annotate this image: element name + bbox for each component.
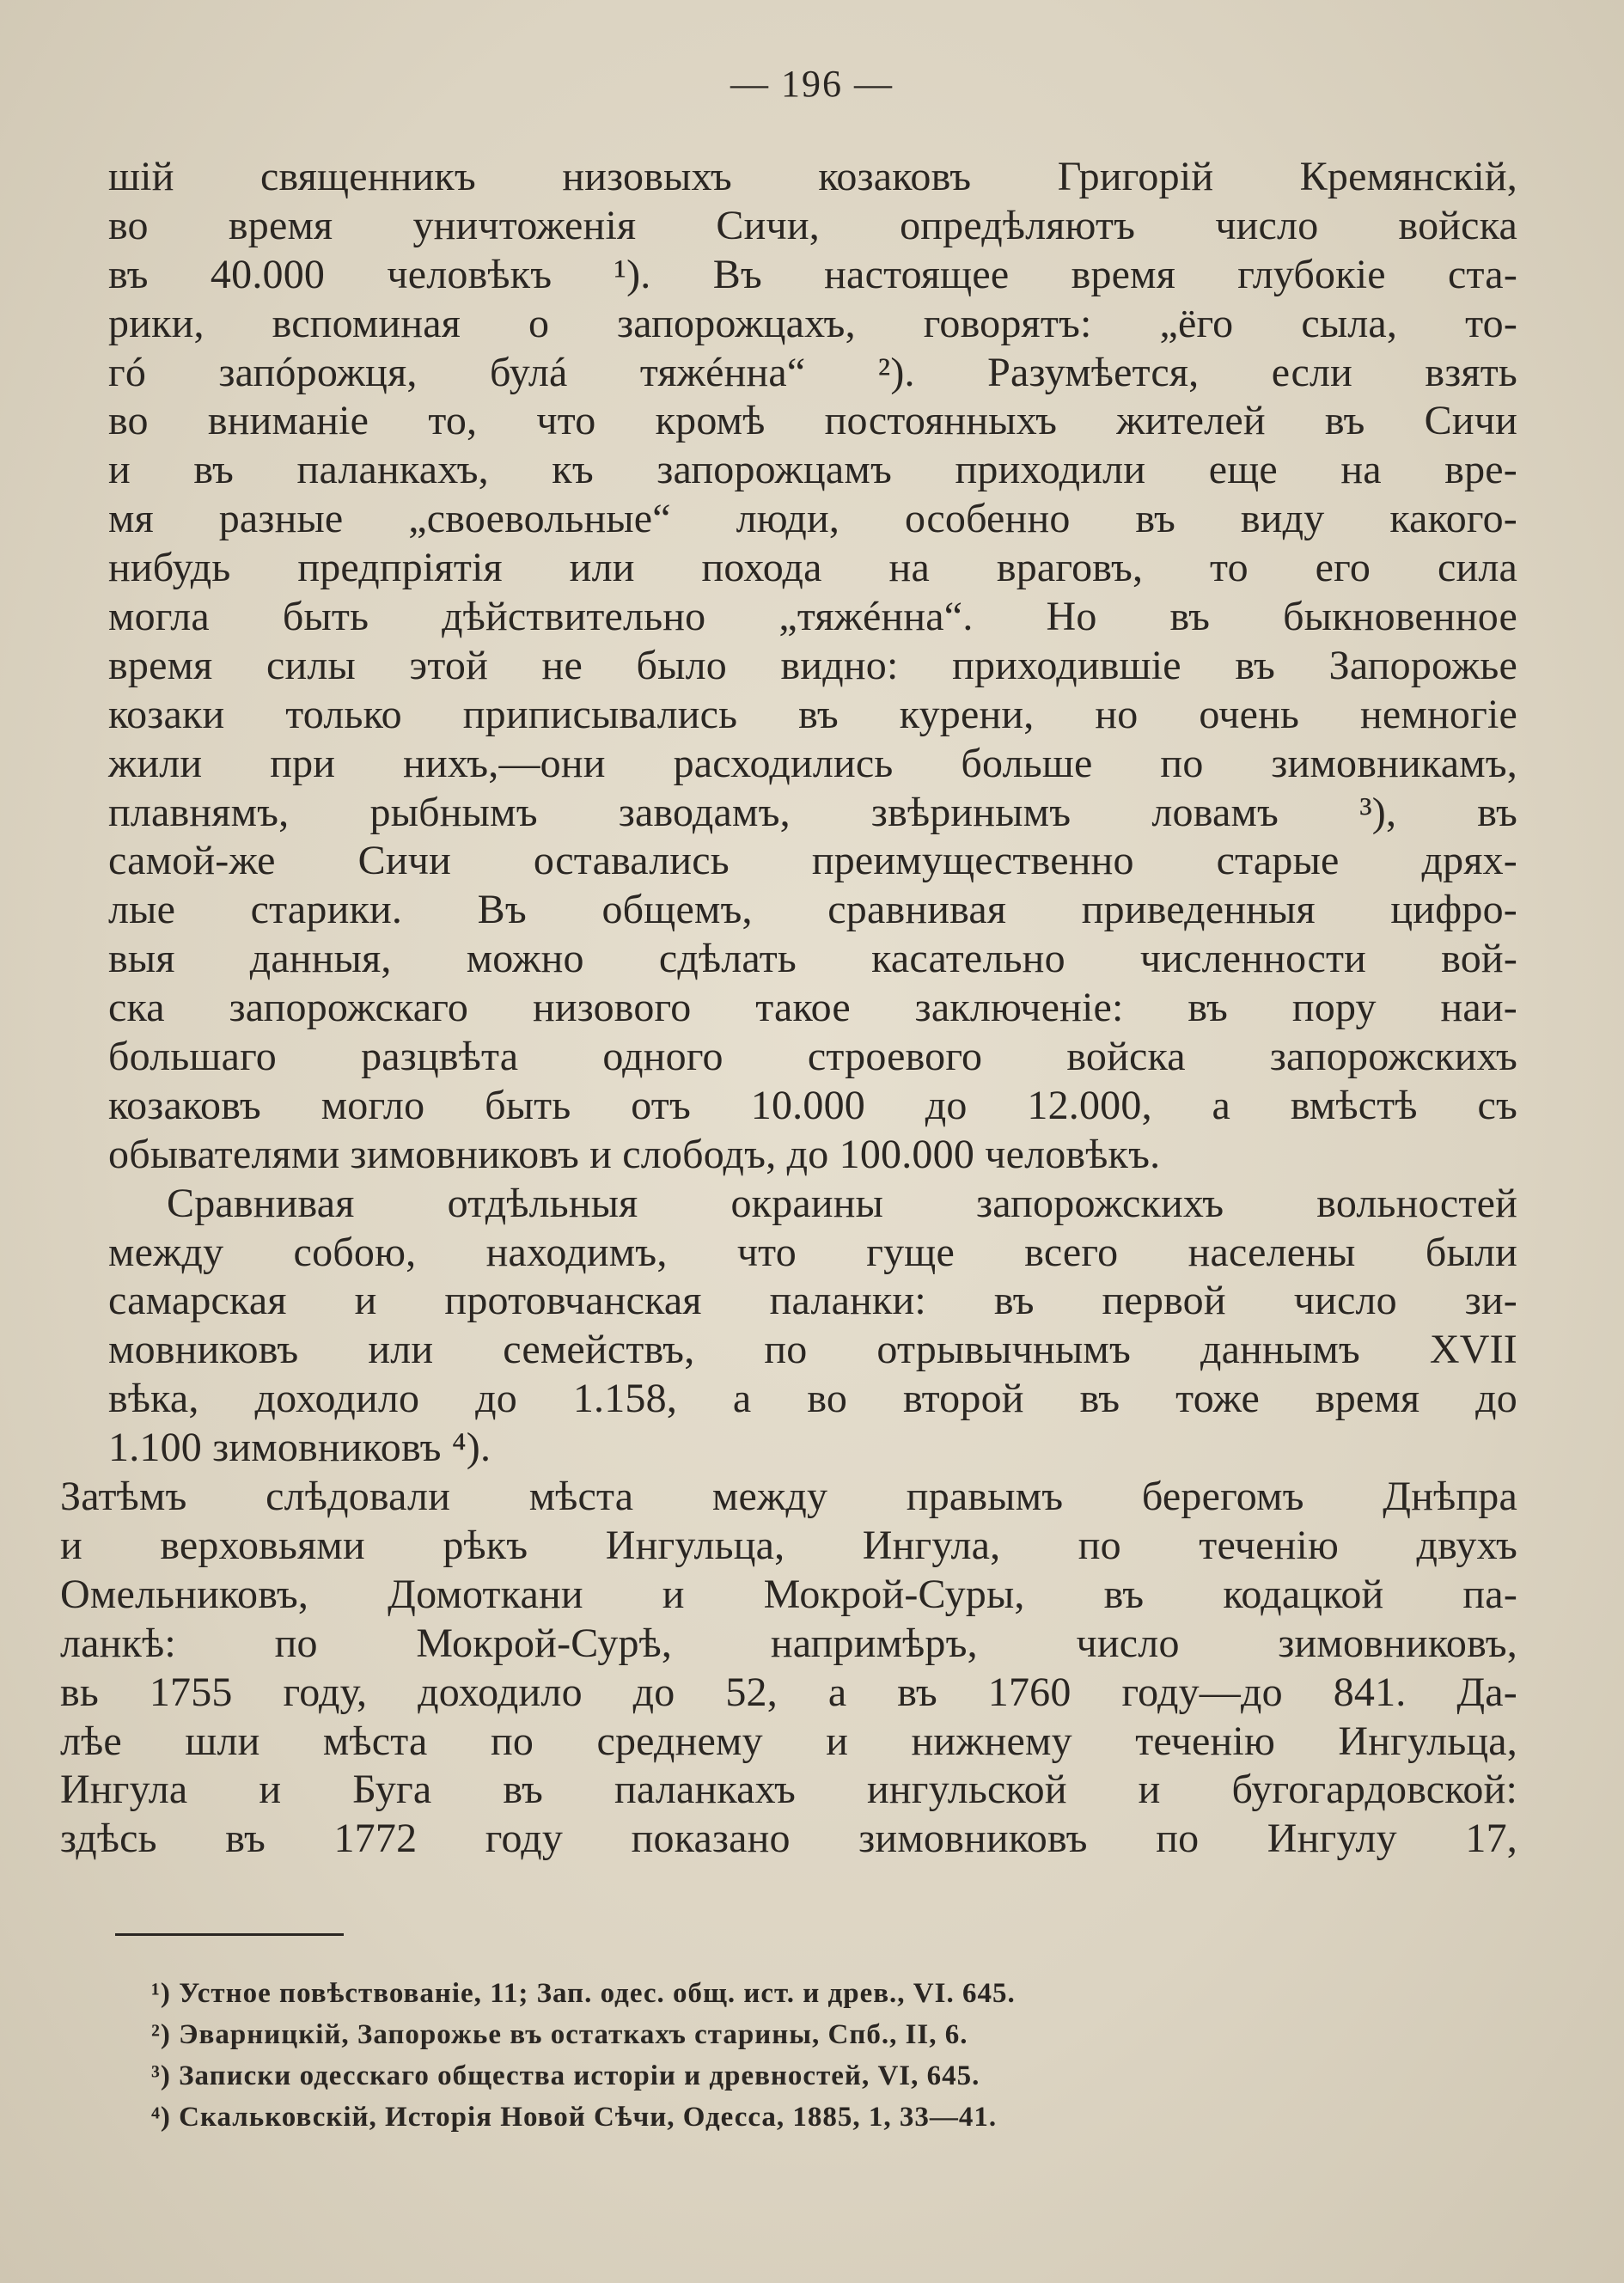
text-line: самой-же Сичи оставались преимущественно старые дрях- bbox=[108, 838, 1517, 884]
text-line: жили при нихъ,—они расходились больше по зимовникамъ, bbox=[108, 740, 1517, 786]
footnote: ³) Записки одесскаго общества исторіи и древностей, VI, 645. bbox=[151, 2060, 980, 2091]
text-line: между собою, находимъ, что гуще всего населены были bbox=[108, 1229, 1517, 1275]
text-line: козаки только приписывались въ курени, но очень немногіе bbox=[108, 691, 1517, 737]
text-line: нибудь предпріятія или похода на враговъ, то его сила bbox=[108, 545, 1517, 591]
text-line: 1.100 зимовниковъ ⁴). bbox=[108, 1425, 491, 1471]
text-line: мовниковъ или семействъ, по отрывычнымъ даннымъ XVII bbox=[108, 1327, 1517, 1373]
text-line: вѣка, доходило до 1.158, а во второй въ тоже время до bbox=[108, 1376, 1517, 1422]
text-line: шій священникъ низовыхъ козаковъ Григорій Кремянскій, bbox=[108, 154, 1517, 199]
page-number: — 196 — bbox=[730, 63, 894, 105]
text-line: ска запорожскаго низового такое заключеніе: въ пору наи- bbox=[108, 985, 1517, 1031]
text-line: во время уничтоженія Сичи, опредѣляютъ число войска bbox=[108, 202, 1517, 248]
footnotes bbox=[151, 1973, 1492, 2138]
text-line: обывателями зимовниковъ и слободъ, до 100.000 человѣкъ. bbox=[108, 1131, 1161, 1177]
text-line: самарская и протовчанская паланки: въ первой число зи- bbox=[108, 1278, 1517, 1324]
text-line: мя разные „своевольные“ люди, особенно въ виду какого- bbox=[108, 496, 1517, 542]
main-text bbox=[60, 153, 1517, 1864]
text-line: вь 1755 году, доходило до 52, а въ 1760 году—до 841. Да- bbox=[60, 1669, 1517, 1715]
text-line: лѣе шли мѣста по среднему и нижнему теченію Ингульца, bbox=[60, 1718, 1517, 1764]
text-line: въ 40.000 человѣкъ ¹). Въ настоящее время глубокіе ста- bbox=[108, 251, 1517, 297]
text-line: Сравнивая отдѣльныя окраины запорожскихъ вольностей bbox=[167, 1180, 1517, 1226]
footnote: ⁴) Скальковскій, Исторія Новой Сѣчи, Одесса, 1885, 1, 33—41. bbox=[151, 2102, 998, 2133]
footnote-divider bbox=[115, 1933, 344, 1936]
text-line: большаго разцвѣта одного строевого войска запорожскихъ bbox=[108, 1034, 1517, 1080]
text-line: Затѣмъ слѣдовали мѣста между правымъ берегомъ Днѣпра bbox=[60, 1474, 1517, 1520]
text-line: во вниманіе то, что кромѣ постоянныхъ жителей въ Сичи bbox=[108, 398, 1517, 444]
text-line: здѣсь въ 1772 году показано зимовниковъ по Ингулу 17, bbox=[60, 1816, 1517, 1862]
text-line: время силы этой не было видно: приходившіе въ Запорожье bbox=[108, 642, 1517, 688]
text-line: и верховьями рѣкъ Ингульца, Ингула, по теченію двухъ bbox=[60, 1522, 1517, 1568]
text-line: лые старики. Въ общемъ, сравнивая приведенныя цифро- bbox=[108, 887, 1517, 933]
footnote: ²) Эварницкій, Запорожье въ остаткахъ старины, Спб., II, 6. bbox=[151, 2019, 968, 2050]
text-line: могла быть дѣйствительно „тяжéнна“. Но въ быкновенное bbox=[108, 594, 1517, 640]
text-line: Омельниковъ, Домоткани и Мокрой-Суры, въ кодацкой па- bbox=[60, 1571, 1517, 1617]
text-line: козаковъ могло быть отъ 10.000 до 12.000, а вмѣстѣ съ bbox=[108, 1082, 1517, 1128]
text-line: рики, вспоминая о запорожцахъ, говорятъ: „ёго сыла, то- bbox=[108, 300, 1517, 346]
text-line: ланкѣ: по Мокрой-Сурѣ, напримѣръ, число зимовниковъ, bbox=[60, 1620, 1517, 1666]
text-line: и въ паланкахъ, къ запорожцамъ приходили еще на вре- bbox=[108, 447, 1517, 493]
text-line: гó запóрожця, булá тяжéнна“ ²). Разумѣется, если взять bbox=[108, 349, 1517, 395]
text-line: выя данныя, можно сдѣлать касательно численности вой- bbox=[108, 936, 1517, 982]
footnote: ¹) Устное повѣствованіе, 11; Зап. одес. общ. ист. и древ., VI. 645. bbox=[151, 1978, 1016, 2009]
text-line: плавнямъ, рыбнымъ заводамъ, звѣринымъ ловамъ ³), въ bbox=[108, 789, 1517, 835]
text-line: Ингула и Буга въ паланкахъ ингульской и бугогардовской: bbox=[60, 1767, 1517, 1813]
